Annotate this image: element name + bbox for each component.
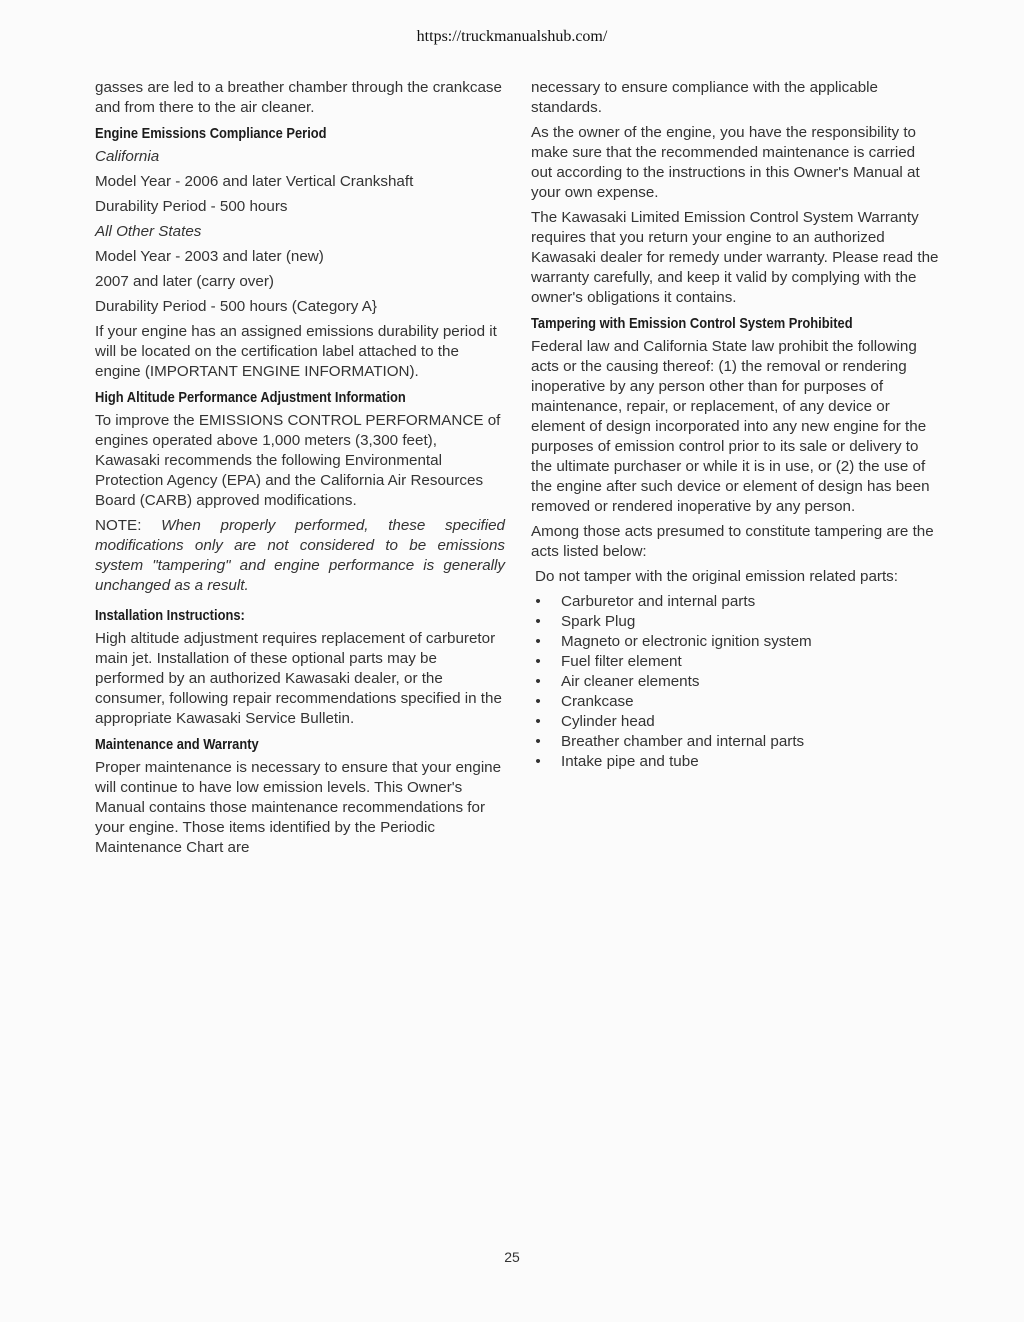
compliance-heading: Engine Emissions Compliance Period: [95, 125, 327, 142]
model-year-other: Model Year - 2003 and later (new): [95, 248, 324, 265]
durability-california: Durability Period - 500 hours: [95, 198, 288, 215]
california-label: California: [95, 148, 160, 165]
carry-over-line: 2007 and later (carry over): [95, 273, 274, 290]
list-item: • Magneto or electronic ignition system: [531, 632, 939, 652]
bullet-icon: •: [535, 653, 541, 670]
maintenance-heading: Maintenance and Warranty: [95, 736, 259, 753]
durability-other: Durability Period - 500 hours (Category A}: [95, 298, 377, 315]
list-item: • Cylinder head: [531, 712, 939, 732]
maintenance-paragraph: Proper maintenance is necessary to ensure that your engine will continue to have low emission levels. This Owner's Manual contains those maintenance recommendations for your engine. Those items identified by the Periodic Maintenance Chart are: [95, 759, 502, 856]
source-url: https://truckmanualshub.com/: [416, 28, 608, 45]
page-number: 25: [504, 1249, 520, 1265]
installation-paragraph: High altitude adjustment requires replacement of carburetor main jet. Installation of these optional parts may be performed by an authorized Kawasaki dealer, or the consumer, following repair recommendations specified in the appropriate Kawasaki Service Bulletin.: [95, 630, 502, 727]
list-item: • Breather chamber and internal parts: [531, 732, 939, 752]
owner-responsibility-paragraph: As the owner of the engine, you have the responsibility to make sure that the recommended maintenance is carried out according to the instructions in this Owner's Manual at your own expense.: [531, 124, 920, 201]
acts-paragraph: Among those acts presumed to constitute tampering are the acts listed below:: [531, 523, 934, 560]
altitude-paragraph: To improve the EMISSIONS CONTROL PERFORMANCE of engines operated above 1,000 meters (3,300 feet), Kawasaki recommends the following Environmental Protection Agency (EPA) and the California Air Resources Board (CARB) approved modifications.: [95, 412, 501, 509]
tampering-paragraph: Federal law and California State law prohibit the following acts or the causing thereof: (1) the removal or rendering inoperative by any person other than for purposes of maintenance, repair, or replacement, of any device or element of design incorporated into any new engine for the purposes of emission control prior to its sale or delivery to the ultimate purchaser or while it is in use, or (2) the use of the engine after such device or element of design has been removed or rendered inoperative by any person.: [531, 338, 930, 515]
bullet-icon: •: [535, 733, 541, 750]
do-not-tamper-line: Do not tamper with the original emission related parts:: [535, 568, 898, 585]
emission-parts-list: [531, 592, 939, 772]
intro-paragraph: gasses are led to a breather chamber through the crankcase and from there to the air cleaner.: [95, 79, 502, 116]
installation-heading: Installation Instructions:: [95, 607, 245, 624]
note-paragraph: [95, 516, 505, 596]
warranty-paragraph: The Kawasaki Limited Emission Control System Warranty requires that you return your engine to an authorized Kawasaki dealer for remedy under warranty. Please read the warranty carefully, and keep it valid by complying with the owner's obligations it contains.: [531, 209, 939, 306]
list-item: • Crankcase: [531, 692, 939, 712]
list-item: • Carburetor and internal parts: [531, 592, 939, 612]
list-item: • Fuel filter element: [531, 652, 939, 672]
other-states-label: All Other States: [95, 223, 202, 240]
bullet-icon: •: [535, 713, 541, 730]
right-column: [531, 78, 939, 772]
tampering-heading: Tampering with Emission Control System Prohibited: [531, 315, 853, 332]
list-item: • Air cleaner elements: [531, 672, 939, 692]
list-item: • Spark Plug: [531, 612, 939, 632]
list-item: • Intake pipe and tube: [531, 752, 939, 772]
bullet-icon: •: [535, 633, 541, 650]
note-label: NOTE:: [95, 517, 142, 534]
altitude-heading: High Altitude Performance Adjustment Information: [95, 389, 406, 406]
bullet-icon: •: [535, 693, 541, 710]
left-column: [95, 78, 505, 863]
bullet-icon: •: [535, 673, 541, 690]
bullet-icon: •: [535, 613, 541, 630]
continuation-paragraph: necessary to ensure compliance with the applicable standards.: [531, 79, 878, 116]
bullet-icon: •: [535, 753, 541, 770]
model-year-california: Model Year - 2006 and later Vertical Crankshaft: [95, 173, 414, 190]
bullet-icon: •: [535, 593, 541, 610]
note-text: When properly performed, these specified modifications only are not considered to be emissions system "tampering" and engine performance is generally unchanged as a result.: [95, 517, 505, 594]
assigned-durability-paragraph: If your engine has an assigned emissions durability period it will be located on the certification label attached to the engine (IMPORTANT ENGINE INFORMATION).: [95, 323, 497, 380]
